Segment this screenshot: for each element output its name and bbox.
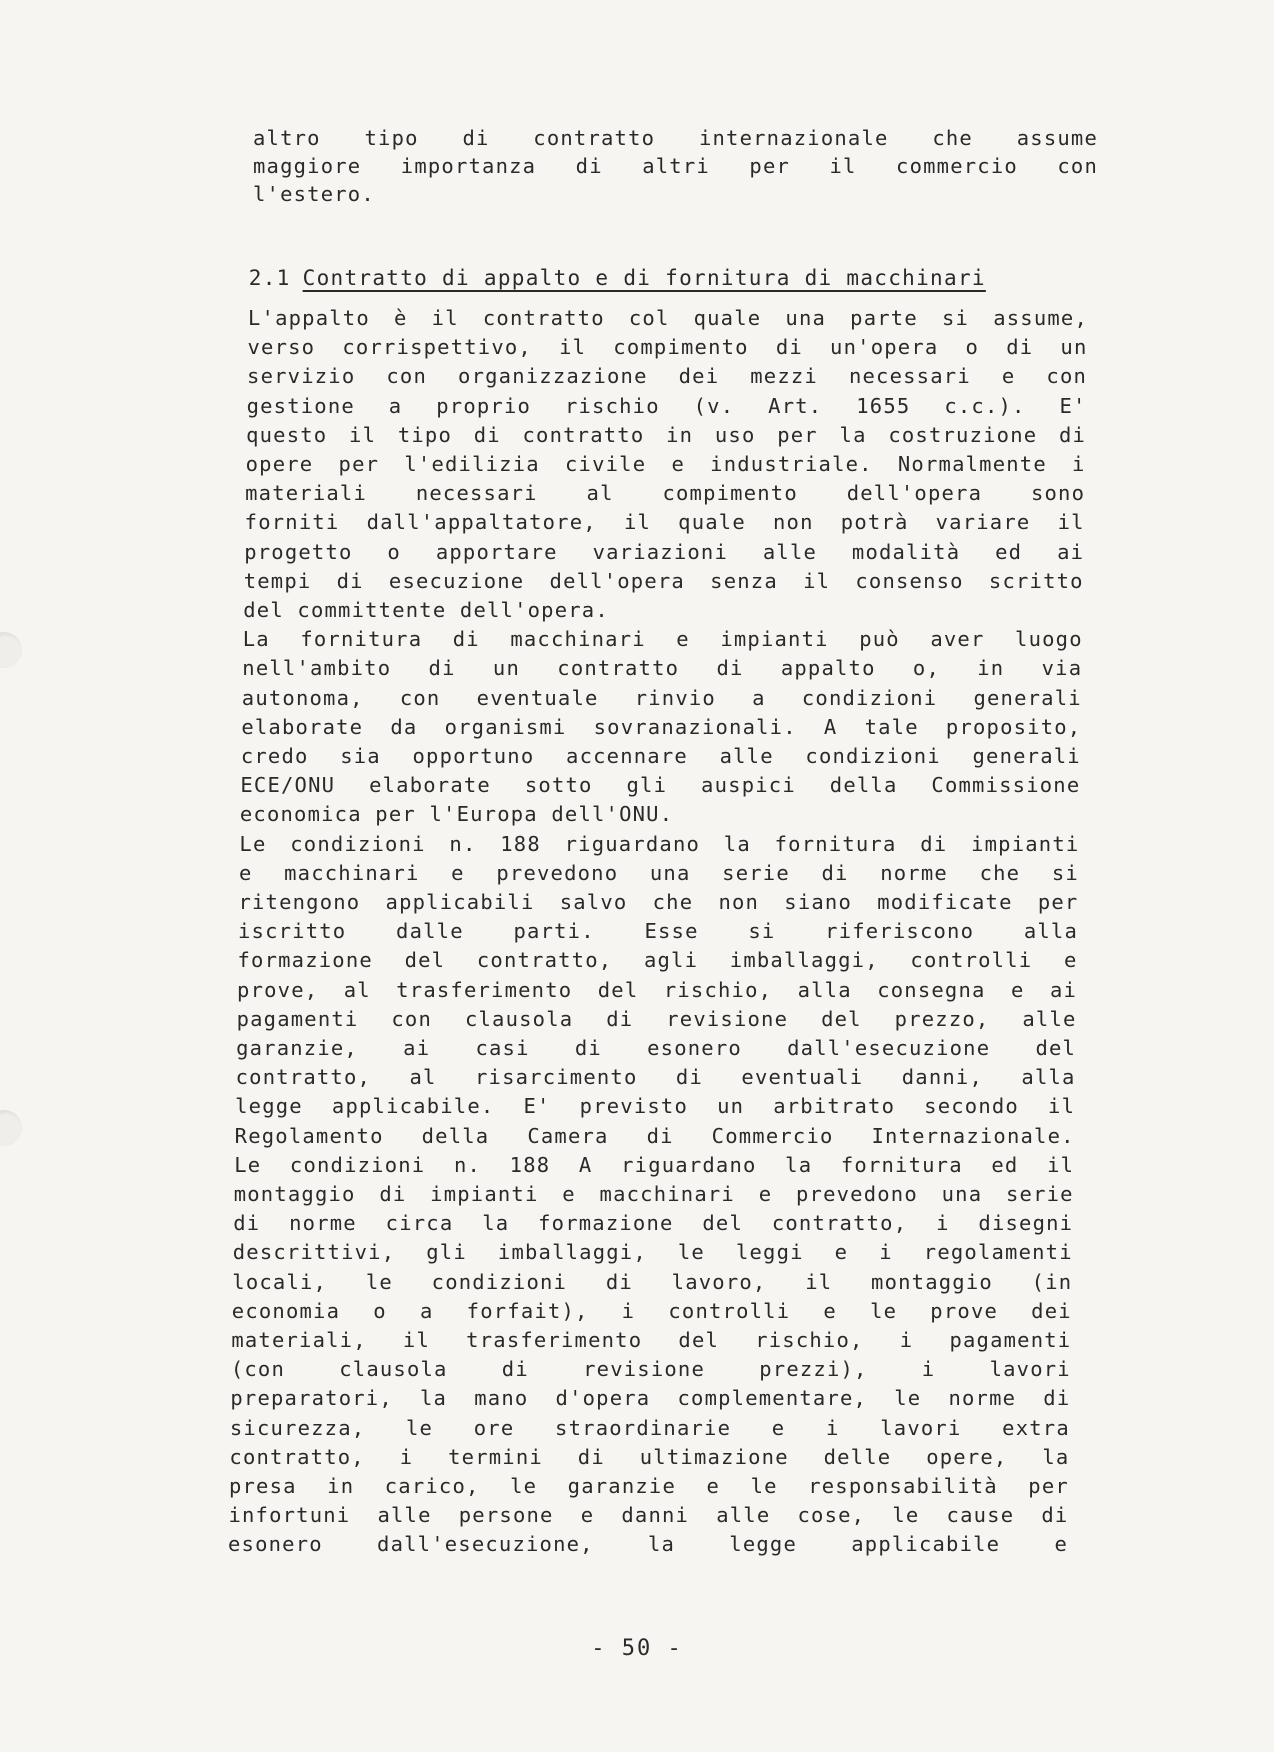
body-line: credo sia opportuno accennare alle condizioni generali: [240, 744, 1081, 768]
body-line: verso corrispettivo, il compimento di un'opera o di un: [247, 335, 1088, 360]
body-line: opere per l'edilizia civile e industriale. Normalmente i: [245, 452, 1086, 476]
body-line: Le condizioni n. 188 riguardano la fornitura di impianti: [239, 831, 1080, 856]
section-title: Contratto di appalto e di fornitura di macchinari: [302, 266, 986, 290]
section-number: 2.1: [248, 266, 291, 290]
body-line: (con clausola di revisione prezzi), i lavori: [230, 1357, 1071, 1382]
body-line: ritengono applicabili salvo che non siano modificate per: [238, 890, 1079, 914]
body-line: gestione a proprio rischio (v. Art. 1655 c.c.). E': [246, 393, 1087, 418]
body-line: prove, al trasferimento del rischio, alla consegna e ai: [237, 977, 1078, 1002]
body-line: economia o a forfait), i controlli e le prove dei: [231, 1298, 1072, 1323]
body-line: ECE/ONU elaborate sotto gli auspici della Commissione: [240, 773, 1081, 798]
body-line: La fornitura di macchinari e impianti può aver luogo: [242, 627, 1083, 652]
body-line: iscritto dalle parti. Esse si riferiscono alla: [238, 919, 1078, 944]
section-heading: [193, 242, 993, 314]
punch-hole-top: [0, 632, 22, 668]
intro-line: altro tipo di contratto internazionale che assume: [253, 126, 1098, 150]
body-line: economica per l'Europa dell'ONU.: [239, 802, 674, 827]
body-line: preparatori, la mano d'opera complementare, le norme di: [230, 1386, 1071, 1411]
body-line: montaggio di impianti e macchinari e prevedono una serie: [233, 1182, 1074, 1206]
intro-line: l'estero.: [253, 182, 375, 206]
body-line: formazione del contratto, agli imballaggi, controlli e: [237, 948, 1078, 973]
body-line: legge applicabile. E' previsto un arbitrato secondo il: [235, 1094, 1076, 1119]
body-line: tempi di esecuzione dell'opera senza il consenso scritto: [243, 568, 1084, 593]
body-line: materiali, il trasferimento del rischio, i pagamenti: [231, 1328, 1072, 1352]
body-line: nell'ambito di un contratto di appalto o, in via: [242, 656, 1083, 681]
body-line: esonero dall'esecuzione, la legge applicabile e: [228, 1532, 1068, 1557]
body-line: forniti dall'appaltatore, il quale non potrà variare il: [244, 510, 1085, 535]
body-line: L'appalto è il contratto col quale una parte si assume,: [248, 306, 1088, 330]
body-line: elaborate da organismi sovranazionali. A tale proposito,: [241, 714, 1082, 739]
body-line: questo il tipo di contratto in uso per la costruzione di: [246, 422, 1087, 447]
intro-line: maggiore importanza di altri per il commercio con: [253, 154, 1098, 178]
body-line: presa in carico, le garanzie e le responsabilità per: [228, 1474, 1069, 1498]
body-line: del committente dell'opera.: [243, 598, 609, 622]
body-line: pagamenti con clausola di revisione del prezzo, alle: [236, 1006, 1077, 1031]
body-line: autonoma, con eventuale rinvio a condizioni generali: [241, 685, 1082, 710]
body-line: di norme circa la formazione del contratto, i disegni: [233, 1211, 1074, 1236]
page-number: - 50 -: [591, 1636, 683, 1661]
body-line: sicurezza, le ore straordinarie e i lavori extra: [229, 1415, 1070, 1440]
body-line: progetto o apportare variazioni alle modalità ed ai: [244, 539, 1085, 564]
body-line: contratto, i termini di ultimazione delle opere, la: [229, 1444, 1070, 1469]
body-line: Le condizioni n. 188 A riguardano la fornitura ed il: [234, 1152, 1075, 1177]
body-line: servizio con organizzazione dei mezzi necessari e con: [247, 364, 1088, 389]
body-line: infortuni alle persone e danni alle cose, le cause di: [228, 1503, 1069, 1528]
body-line: descrittivi, gli imballaggi, le leggi e i regolamenti: [232, 1240, 1073, 1265]
body-line: e macchinari e prevedono una serie di norme che si: [238, 860, 1079, 885]
body-line: locali, le condizioni di lavoro, il montaggio (in: [232, 1269, 1073, 1294]
body-line: garanzie, ai casi di esonero dall'esecuzione del: [236, 1036, 1077, 1060]
punch-hole-bottom: [0, 1110, 22, 1146]
body-line: Regolamento della Camera di Commercio Internazionale.: [234, 1123, 1075, 1148]
body-line: contratto, al risarcimento di eventuali danni, alla: [235, 1065, 1076, 1090]
body-line: materiali necessari al compimento dell'opera sono: [245, 481, 1086, 506]
